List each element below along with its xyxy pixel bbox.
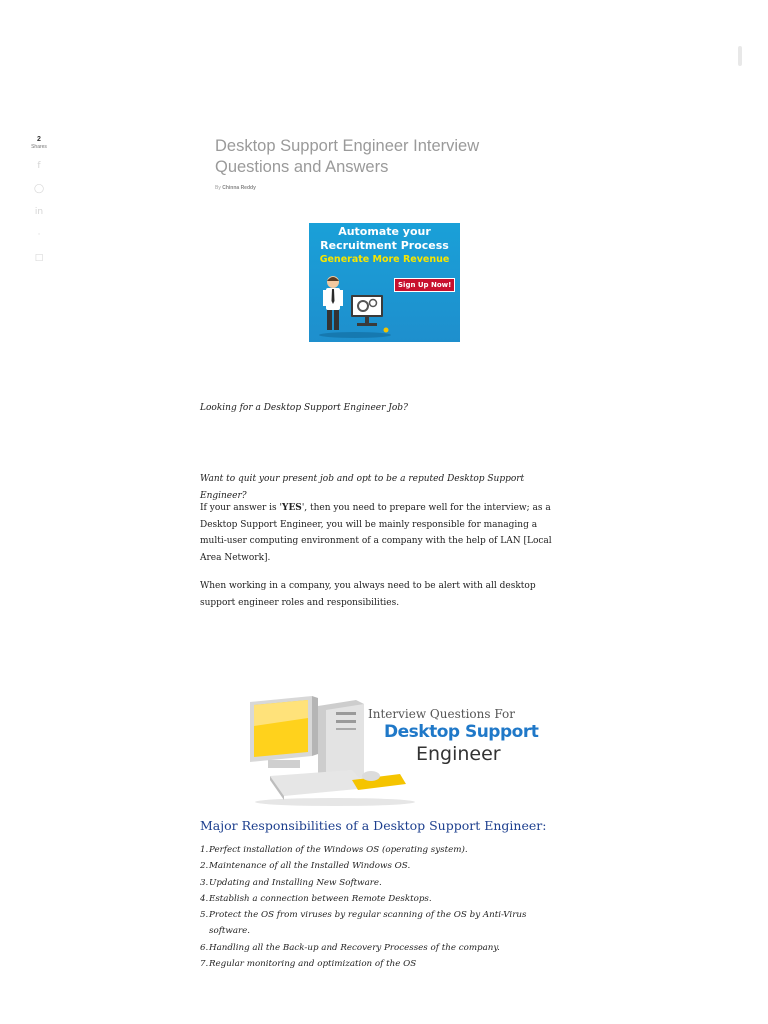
intro-if-pre: If your answer is ' bbox=[200, 503, 283, 513]
list-item-number: 7. bbox=[200, 959, 209, 970]
facebook-share-icon[interactable]: f bbox=[37, 161, 41, 171]
intro-if-post: ', then you need to prepare well for the interview; as a Desktop Support Engineer, you will be mainly responsible for managing a multi-user computing environment of a company with the help of LAN [Local Area Network]. bbox=[200, 503, 552, 563]
author-link[interactable]: Chinna Reddy bbox=[222, 185, 256, 191]
list-item bbox=[200, 891, 560, 907]
share-count: 2 bbox=[37, 136, 41, 143]
intro-want: Want to quit your present job and opt to be a reputed Desktop Support Engineer? bbox=[200, 474, 525, 501]
article-title: Desktop Support Engineer Interview Questions and Answers bbox=[215, 137, 480, 176]
list-item-text: Updating and Installing New Software. bbox=[209, 877, 382, 888]
illustration-caption-line2: Desktop Support bbox=[384, 722, 539, 742]
list-item bbox=[200, 907, 560, 940]
list-item-number: 3. bbox=[200, 877, 209, 888]
linkedin-share-icon[interactable]: in bbox=[34, 207, 44, 217]
illustration-caption-line3: Engineer bbox=[416, 743, 501, 765]
section-heading: Major Responsibilities of a Desktop Support Engineer: bbox=[200, 818, 547, 833]
share-bar bbox=[26, 136, 52, 266]
list-item bbox=[200, 858, 560, 874]
byline bbox=[215, 185, 256, 191]
byline-prefix: By bbox=[215, 185, 221, 191]
businessman-computer-icon bbox=[315, 273, 393, 339]
list-item-text: Protect the OS from viruses by regular scanning of the OS by Anti-Virus software. bbox=[209, 910, 527, 937]
advertisement-banner[interactable] bbox=[309, 223, 460, 342]
ad-signup-button[interactable]: Sign Up Now! bbox=[394, 278, 455, 292]
responsibilities-list bbox=[200, 842, 560, 972]
list-item-text: Establish a connection between Remote Desktops. bbox=[209, 893, 432, 904]
intro-paragraph bbox=[200, 500, 565, 566]
ad-tagline: Generate More Revenue bbox=[319, 254, 450, 265]
list-item bbox=[200, 842, 560, 858]
intro-yes: YES bbox=[282, 503, 302, 513]
illustration-caption-line1: Interview Questions For bbox=[368, 707, 515, 721]
list-item-number: 6. bbox=[200, 942, 209, 953]
pinterest-share-icon[interactable]: · bbox=[37, 230, 41, 240]
scrollbar-thumb[interactable] bbox=[738, 46, 742, 66]
list-item-number: 5. bbox=[200, 910, 209, 921]
intro-question: Looking for a Desktop Support Engineer Job? bbox=[200, 403, 408, 413]
list-item bbox=[200, 956, 560, 972]
list-item bbox=[200, 875, 560, 891]
list-item-number: 2. bbox=[200, 861, 209, 872]
share-label: Shares bbox=[31, 144, 47, 150]
alert-paragraph: When working in a company, you always need to be alert with all desktop support engineer roles and responsibilities. bbox=[200, 581, 536, 608]
list-item-text: Perfect installation of the Windows OS (operating system). bbox=[209, 845, 468, 855]
ad-headline-line1: Automate your bbox=[338, 225, 431, 238]
ad-headline-line2: Recruitment Process bbox=[320, 239, 449, 252]
list-item-text: Regular monitoring and optimization of the OS bbox=[209, 959, 417, 970]
list-item-number: 4. bbox=[200, 893, 209, 904]
list-item-text: Handling all the Back-up and Recovery Processes of the company. bbox=[209, 942, 500, 953]
list-item bbox=[200, 940, 560, 956]
list-item-text: Maintenance of all the Installed Windows OS. bbox=[209, 861, 411, 872]
list-item-number: 1. bbox=[200, 845, 209, 855]
email-share-icon[interactable]: □ bbox=[34, 253, 44, 263]
twitter-share-icon[interactable]: ◯ bbox=[33, 184, 45, 194]
